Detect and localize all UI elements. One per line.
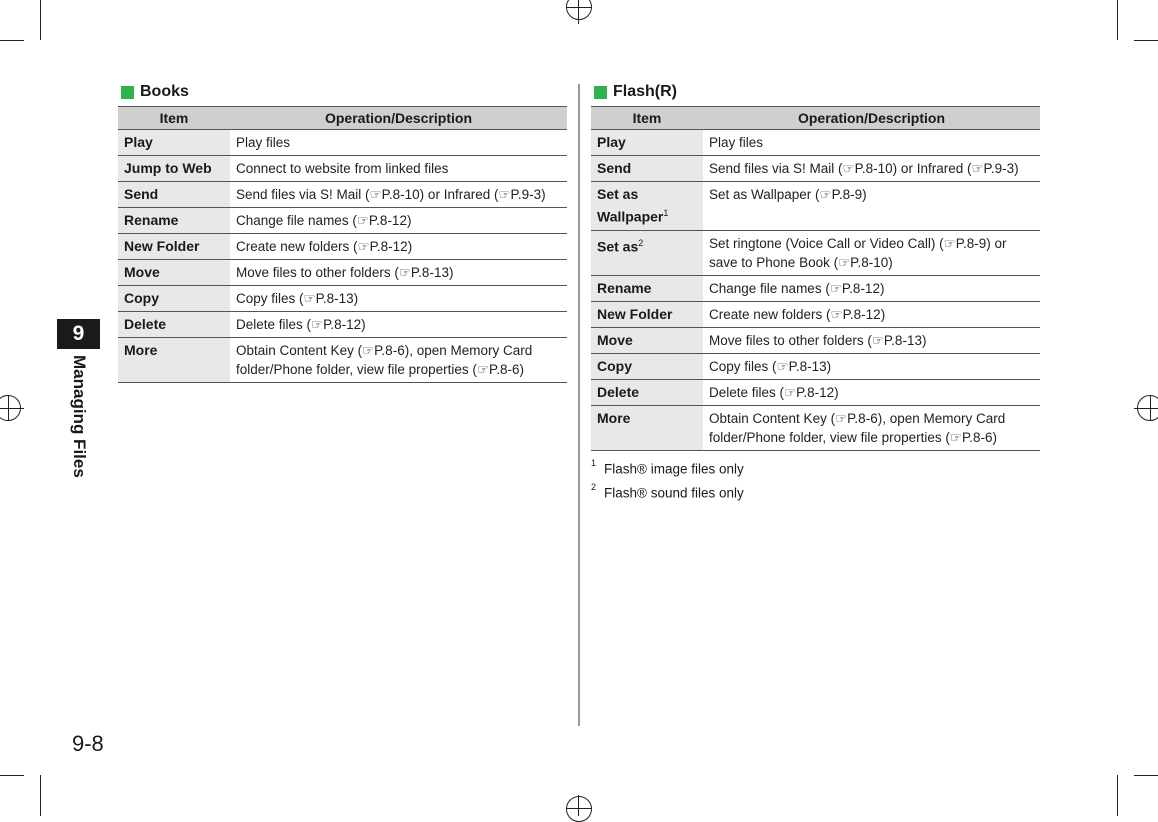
- header-description: Operation/Description: [703, 107, 1040, 130]
- row-description: Play files: [703, 130, 1040, 156]
- table-row: [591, 182, 1040, 231]
- row-item: New Folder: [118, 234, 230, 260]
- table-header-row: [591, 107, 1040, 130]
- flash-heading: [591, 80, 1040, 104]
- table-row: [118, 338, 567, 383]
- table-row: [591, 156, 1040, 182]
- row-description: Obtain Content Key (☞P.8-6), open Memory Card folder/Phone folder, view file properties (☞P.8-6): [230, 338, 567, 383]
- crop-mark: [40, 0, 41, 40]
- row-description: Copy files (☞P.8-13): [230, 286, 567, 312]
- row-item: Copy: [118, 286, 230, 312]
- table-row: [591, 379, 1040, 405]
- row-description: Move files to other folders (☞P.8-13): [230, 260, 567, 286]
- row-item: Jump to Web: [118, 156, 230, 182]
- row-item: Send: [591, 156, 703, 182]
- registration-mark: [1137, 395, 1158, 421]
- row-item: Set $as^2$: [591, 230, 703, 275]
- row-item: Rename: [118, 208, 230, 234]
- table-row: [118, 156, 567, 182]
- row-description: Play files: [230, 130, 567, 156]
- row-description: Copy files (☞P.8-13): [703, 353, 1040, 379]
- registration-mark: [0, 395, 21, 421]
- footnote-mark: 2: [638, 237, 644, 248]
- row-description: Change file names (☞P.8-12): [230, 208, 567, 234]
- row-item: Send: [118, 182, 230, 208]
- flash-table: [591, 106, 1040, 451]
- footnote: $^1$ Flash® image files only: [591, 457, 744, 477]
- chapter-label: Managing Files: [70, 355, 89, 478]
- registration-mark: [566, 796, 592, 822]
- row-description: Send files via S! Mail (☞P.8-10) or Infrared (☞P.9-3): [230, 182, 567, 208]
- row-item: Delete: [118, 312, 230, 338]
- table-row: [118, 130, 567, 156]
- header-item: Item: [591, 107, 703, 130]
- header-description: Operation/Description: [230, 107, 567, 130]
- row-item: Play: [118, 130, 230, 156]
- row-description: Create new folders (☞P.8-12): [703, 301, 1040, 327]
- row-description: Send files via S! Mail (☞P.8-10) or Infrared (☞P.9-3): [703, 156, 1040, 182]
- page-number: 9-8: [72, 731, 104, 756]
- table-row: [118, 286, 567, 312]
- row-item: New Folder: [591, 301, 703, 327]
- row-description: Set ringtone (Voice Call or Video Call) (☞P.8-9) or save to Phone Book (☞P.8-10): [703, 230, 1040, 275]
- table-row: [118, 182, 567, 208]
- row-item: Move: [591, 327, 703, 353]
- books-title: Books: [140, 83, 189, 100]
- row-description: Obtain Content Key (☞P.8-6), open Memory Card folder/Phone folder, view file properties (☞P.8-6): [703, 405, 1040, 450]
- row-description: Change file names (☞P.8-12): [703, 275, 1040, 301]
- books-section: [118, 80, 567, 383]
- crop-mark: [0, 775, 24, 776]
- row-item: Set as Wallpaper$^1$: [591, 182, 703, 231]
- row-item: More: [118, 338, 230, 383]
- row-description: Connect to website from linked files: [230, 156, 567, 182]
- table-row: [591, 327, 1040, 353]
- table-row: [118, 208, 567, 234]
- table-row: [118, 260, 567, 286]
- row-item: More: [591, 405, 703, 450]
- flash-title: Flash(R): [613, 83, 677, 100]
- crop-mark: [0, 40, 24, 41]
- table-row: [591, 405, 1040, 450]
- column-divider: [578, 84, 580, 726]
- row-description: Set as Wallpaper (☞P.8-9): [703, 182, 1040, 231]
- footnotes: [591, 455, 1040, 504]
- table-row: [591, 130, 1040, 156]
- footnote-mark: 1: [663, 208, 669, 218]
- row-item: Delete: [591, 379, 703, 405]
- table-row: [118, 234, 567, 260]
- crop-mark: [1117, 775, 1118, 816]
- green-square-icon: [121, 86, 134, 99]
- row-description: Move files to other folders (☞P.8-13): [703, 327, 1040, 353]
- row-item: Copy: [591, 353, 703, 379]
- table-row: [118, 312, 567, 338]
- books-table: [118, 106, 567, 383]
- books-heading: [118, 80, 567, 104]
- crop-mark: [1134, 40, 1158, 41]
- row-description: Delete files (☞P.8-12): [703, 379, 1040, 405]
- crop-mark: [1117, 0, 1118, 40]
- flash-section: [591, 80, 1040, 504]
- row-description: Delete files (☞P.8-12): [230, 312, 567, 338]
- table-row: [591, 230, 1040, 275]
- crop-mark: [1134, 775, 1158, 776]
- chapter-number: 9: [57, 319, 100, 349]
- table-row: [591, 275, 1040, 301]
- row-item: Play: [591, 130, 703, 156]
- table-header-row: [118, 107, 567, 130]
- green-square-icon: [594, 86, 607, 99]
- row-item: Rename: [591, 275, 703, 301]
- row-item: Move: [118, 260, 230, 286]
- registration-mark: [566, 0, 592, 20]
- row-description: Create new folders (☞P.8-12): [230, 234, 567, 260]
- table-row: [591, 353, 1040, 379]
- crop-mark: [40, 775, 41, 816]
- footnote: $^2$ Flash® sound files only: [591, 482, 744, 501]
- table-row: [591, 301, 1040, 327]
- header-item: Item: [118, 107, 230, 130]
